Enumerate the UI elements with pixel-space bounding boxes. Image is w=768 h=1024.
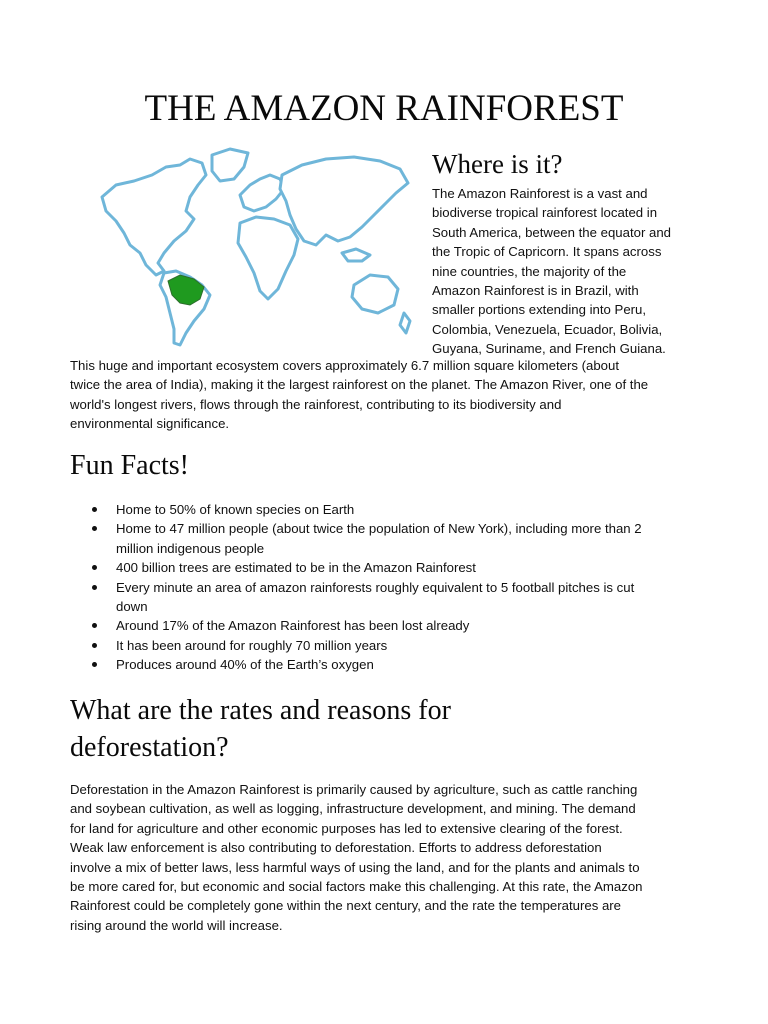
heading-line: deforestation? <box>70 732 229 763</box>
europe-shape <box>240 175 284 211</box>
text-line: Deforestation in the Amazon Rainforest is primarily caused by agriculture, such as cattle ranching <box>70 782 638 797</box>
text-line: smaller portions extending into Peru, <box>432 302 647 318</box>
new-zealand-shape <box>400 313 410 333</box>
list-item-text: Around 17% of the Amazon Rainforest has been lost already <box>116 618 470 634</box>
text-line: Weak law enforcement is also contributing to deforestation. Efforts to address deforestation <box>70 840 602 856</box>
list-item-text: Every minute an area of amazon rainforests roughly equivalent to 5 football pitches is cut <box>116 579 635 595</box>
text-line: This huge and important ecosystem covers approximately 6.7 million square kilometers (about <box>70 358 620 373</box>
text-line: nine countries, the majority of the <box>432 263 627 279</box>
text-line: biodiverse tropical rainforest located in <box>432 205 658 221</box>
greenland-shape <box>212 149 248 181</box>
where-heading: Where is it? <box>432 149 563 179</box>
where-side-paragraph <box>432 184 722 359</box>
africa-shape <box>238 217 298 299</box>
list-item-text: 400 billion trees are estimated to be in the Amazon Rainforest <box>116 560 476 576</box>
list-item-text: It has been around for roughly 70 million years <box>116 637 388 653</box>
text-line: Amazon Rainforest is in Brazil, with <box>432 283 639 299</box>
asia-shape <box>280 157 408 245</box>
text-line: environmental significance. <box>70 416 230 432</box>
list-item-text: Produces around 40% of the Earth’s oxygen <box>116 657 374 673</box>
list-item-text: Home to 50% of known species on Earth <box>116 502 355 517</box>
australia-shape <box>352 275 398 313</box>
bullet-icon <box>92 565 97 570</box>
bullet-icon <box>92 623 97 628</box>
text-line: the Tropic of Capricorn. It spans across <box>432 244 662 260</box>
text-line: for land for agriculture and other economic purposes has led to extensive clearing of the forest. <box>70 820 623 836</box>
indonesia-shape <box>342 249 370 261</box>
where-full-paragraph <box>70 356 710 434</box>
list-item <box>70 636 710 655</box>
bullet-icon <box>92 526 97 531</box>
list-item-text: down <box>116 599 148 615</box>
page-title: THE AMAZON RAINFOREST <box>144 88 624 129</box>
text-line: South America, between the equator and <box>432 224 672 240</box>
text-line: twice the area of India), making it the largest rainforest on the planet. The Amazon River, one of the <box>70 377 649 393</box>
bullet-icon <box>92 507 97 512</box>
text-line: The Amazon Rainforest is a vast and <box>432 186 648 201</box>
text-line: rising around the world will increase. <box>70 917 283 933</box>
list-item <box>70 500 710 519</box>
rates-heading <box>70 692 451 766</box>
north-america-shape <box>102 159 206 275</box>
bullet-icon <box>92 643 97 648</box>
world-map-icon <box>94 145 416 350</box>
text-line: be more cared for, but economic and social factors make this challenging. At this rate, the Amazon <box>70 879 643 895</box>
text-line: involve a mix of better laws, less harmful ways of using the land, and for the plants and animals to <box>70 859 640 875</box>
list-item <box>70 655 710 674</box>
fun-facts-list <box>70 500 710 675</box>
bullet-icon <box>92 585 97 590</box>
list-item <box>70 578 710 617</box>
text-line: Colombia, Venezuela, Ecuador, Bolivia, <box>432 321 663 337</box>
list-item <box>70 616 710 635</box>
rates-paragraph <box>70 780 720 935</box>
text-line: Rainforest could be completely gone within the next century, and the rate the temperatures are <box>70 898 622 914</box>
list-item <box>70 558 710 577</box>
heading-line: What are the rates and reasons for <box>70 695 451 726</box>
list-item-text: Home to 47 million people (about twice the population of New York), including more than 2 <box>116 521 642 537</box>
text-line: world's longest rivers, flows through the rainforest, contributing to its biodiversity and <box>70 396 562 412</box>
text-line: Guyana, Suriname, and French Guiana. <box>432 341 666 357</box>
list-item <box>70 519 710 558</box>
fun-facts-heading: Fun Facts! <box>70 450 189 481</box>
list-item-text: million indigenous people <box>116 540 265 556</box>
bullet-icon <box>92 662 97 667</box>
text-line: and soybean cultivation, as well as logging, infrastructure development, and mining. The demand <box>70 801 636 817</box>
